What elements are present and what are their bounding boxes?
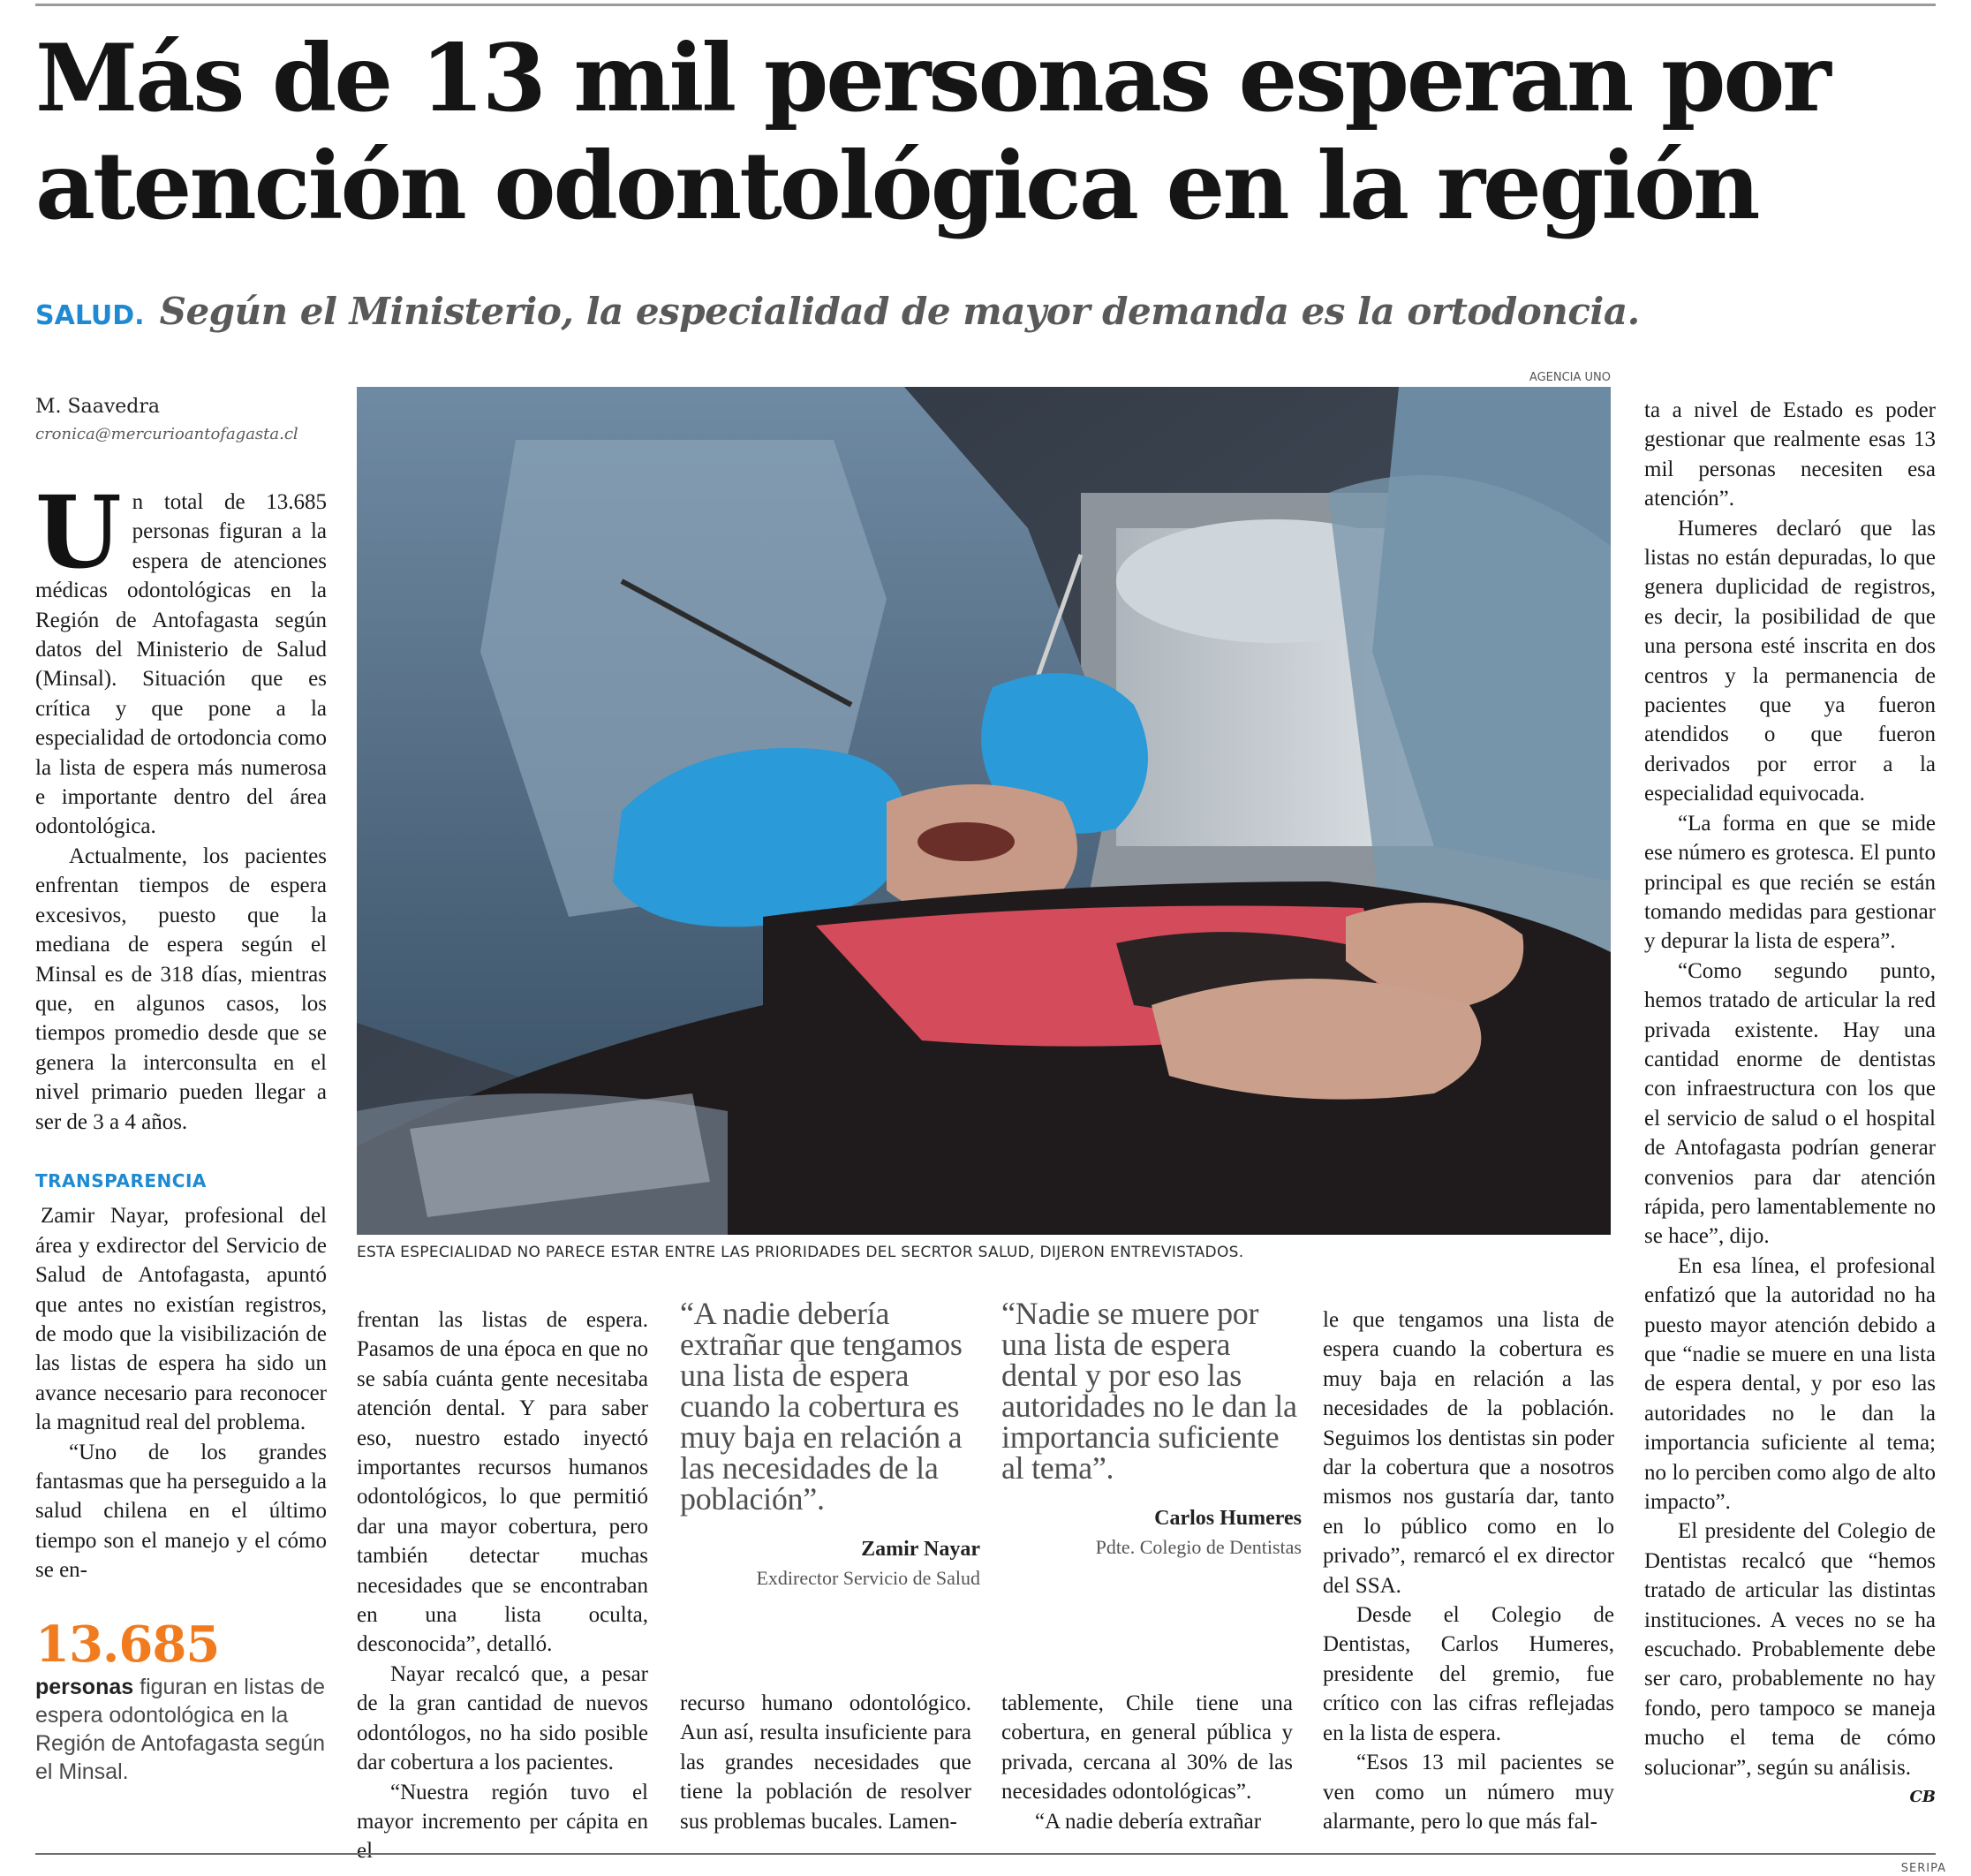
author-name: M. Saavedra bbox=[35, 396, 160, 418]
quote-name: Carlos Humeres bbox=[1154, 1507, 1302, 1530]
dental-scene-illustration bbox=[357, 387, 1611, 1235]
quote-role: Exdirector Servicio de Salud bbox=[756, 1567, 980, 1589]
photo-credit: AGENCIA UNO bbox=[1529, 371, 1611, 384]
paragraph: Actualmente, los pacientes enfrentan tiempos de espera excesivos, puesto que la mediana de espera según el Minsal es de 318 días, mientras que, en algunos casos, los tiempos promedio desde que se genera la interconsulta en el nivel primario pueden llegar a ser de 3 a 4 años. bbox=[35, 843, 327, 1134]
paragraph: Desde el Colegio de Dentistas, Carlos Humeres, presidente del gremio, fue crítico con las cifras reflejadas en la lista de espera. bbox=[1323, 1603, 1614, 1745]
stat-box bbox=[35, 1616, 327, 1786]
subtitle: Según el Ministerio, la especialidad de mayor demanda es la ortodoncia. bbox=[159, 290, 1640, 333]
bottom-rule bbox=[35, 1853, 1936, 1855]
column-6 bbox=[1644, 396, 1936, 1812]
byline bbox=[35, 396, 327, 443]
headline: Más de 13 mil personas esperan por atención odontológica en la región bbox=[35, 23, 1829, 240]
quote-role: Pdte. Colegio de Dentistas bbox=[1095, 1536, 1302, 1558]
column-5 bbox=[1323, 1305, 1614, 1836]
stat-number: 13.685 bbox=[35, 1615, 220, 1674]
stat-text: figuran en listas de espera odontológica en la Región de Antofagasta según el Minsal. bbox=[35, 1675, 326, 1784]
quote-text: “A nadie debería extrañar que tengamos una lista de espera cuando la cobertura es muy baja en relación a las necesidades de la población”. bbox=[680, 1296, 963, 1517]
top-rule bbox=[35, 4, 1936, 6]
paragraph: “Esos 13 mil pacientes se ven como un número muy alarmante, pero lo que más fal- bbox=[1323, 1751, 1614, 1834]
lead-text: n total de 13.685 personas figuran a la espera de atenciones médicas odontológicas en la Región de Antofagasta según datos del Ministerio de Salud (Minsal). Situación que es crítica y que pone a la especialidad de ortodoncia como la lista de espera más numerosa e importante dentro del área odontológica. bbox=[35, 490, 327, 839]
column-1 bbox=[35, 475, 327, 1585]
column-2 bbox=[357, 1305, 648, 1866]
lead-paragraph bbox=[35, 475, 327, 842]
stat-bold: personas bbox=[35, 1675, 134, 1699]
paragraph bbox=[1644, 1517, 1936, 1807]
paragraph: ta a nivel de Estado es poder gestionar que realmente esas 13 mil personas necesiten esa atención”. bbox=[1644, 398, 1936, 511]
column-4 bbox=[1001, 1689, 1293, 1836]
paragraph: recurso humano odontológico. Aun así, resulta insuficiente para las grandes necesidades que tiene la población de resolver sus problemas bucales. Lamen- bbox=[680, 1691, 971, 1834]
paragraph: “A nadie debería extrañar bbox=[1035, 1809, 1262, 1834]
stat-description bbox=[35, 1673, 327, 1786]
paragraph: tablemente, Chile tiene una cobertura, en general pública y privada, cercana al 30% de las necesidades odontológicas”. bbox=[1001, 1691, 1293, 1804]
pull-quote-2 bbox=[1001, 1298, 1302, 1559]
drop-cap: U bbox=[35, 475, 122, 591]
paragraph: frentan las listas de espera. Pasamos de una época en que no se sabía cuánta gente necesitaba atención dental. Y para saber eso, nuestro estado inyectó importantes recursos humanos odontológicos, lo que permitió dar una mayor cobertura, pero también detectar muchas necesidades que se encontraban en una lista oculta, desconocida”, detalló. bbox=[357, 1308, 648, 1657]
subhead-transparencia: TRANSPARENCIA bbox=[35, 1169, 207, 1191]
end-mark: CB bbox=[1909, 1788, 1936, 1807]
pull-quote-1 bbox=[680, 1298, 980, 1590]
paragraph: “La forma en que se mide ese número es grotesca. El punto principal es que recién se están tomando medidas para gestionar y depurar la lista de espera”. bbox=[1644, 811, 1936, 954]
paragraph: Zamir Nayar, profesional del área y exdirector del Servicio de Salud de Antofagasta, apuntó que antes no existían registros, de modo que la visibilización de las listas de espera ha sido un avance necesario para reconocer la magnitud real del problema. bbox=[35, 1204, 327, 1435]
author-email[interactable]: cronica@mercurioantofagasta.cl bbox=[35, 425, 298, 443]
photo-caption: ESTA ESPECIALIDAD NO PARECE ESTAR ENTRE LAS PRIORIDADES DEL SECRTOR SALUD, DIJERON ENTREVISTADOS. bbox=[357, 1244, 1244, 1261]
page-folio: SERIPA bbox=[1900, 1862, 1946, 1875]
paragraph: “Uno de los grandes fantasmas que ha perseguido a la salud chilena en el último tiempo son el manejo y el cómo se en- bbox=[35, 1440, 327, 1583]
column-3 bbox=[680, 1689, 971, 1836]
deck bbox=[35, 290, 1943, 333]
quote-name: Zamir Nayar bbox=[861, 1538, 980, 1561]
quote-text: “Nadie se muere por una lista de espera dental y por eso las autoridades no le dan la importancia suficiente al tema”. bbox=[1001, 1296, 1297, 1486]
paragraph: Nayar recalcó que, a pesar de la gran cantidad de nuevos odontólogos, no ha sido posible dar cobertura a los pacientes. bbox=[357, 1661, 648, 1775]
paragraph: le que tengamos una lista de espera cuando la cobertura es muy baja en relación a las necesidades de la población. Seguimos los dentistas sin poder dar la cobertura que a nosotros mismos nos gustaría dar, tanto en lo público como en lo privado”, remarcó el ex director del SSA. bbox=[1323, 1308, 1614, 1598]
paragraph: Humeres declaró que las listas no están depuradas, lo que genera duplicidad de registros, es decir, la posibilidad de que una persona esté inscrita en dos centros y la permanencia de pacientes que ya fueron atendidos o que fueron derivados por error a la especialidad equivocada. bbox=[1644, 516, 1936, 806]
paragraph: “Nuestra región tuvo el mayor incremento per cápita en el bbox=[357, 1780, 648, 1864]
paragraph: “Como segundo punto, hemos tratado de articular la red privada existente. Hay una cantidad enorme de dentistas con infraestructura con los que el servicio de salud o el hospital de Antofagasta podrían generar convenios para dar atención rápida, pero lamentablemente no se hace”, dijo. bbox=[1644, 958, 1936, 1249]
dental-photo bbox=[357, 387, 1611, 1235]
paragraph: En esa línea, el profesional enfatizó que la autoridad no ha puesto mayor atención debido a que “nadie se muere en una lista de espera dental, y por eso las autoridades no le dan la importancia suficiente al tema; no lo perciben como algo de alto impacto”. bbox=[1644, 1253, 1936, 1515]
section-kicker: SALUD. bbox=[35, 300, 145, 331]
final-text: El presidente del Colegio de Dentistas recalcó que “hemos tratado de articular las distintas instituciones. A veces no se ha escuchado. Probablemente debe ser caro, probablemente no hay fondo, pero tampoco se maneja mucho el tema de cómo solucionar”, según su análisis. bbox=[1644, 1519, 1936, 1780]
